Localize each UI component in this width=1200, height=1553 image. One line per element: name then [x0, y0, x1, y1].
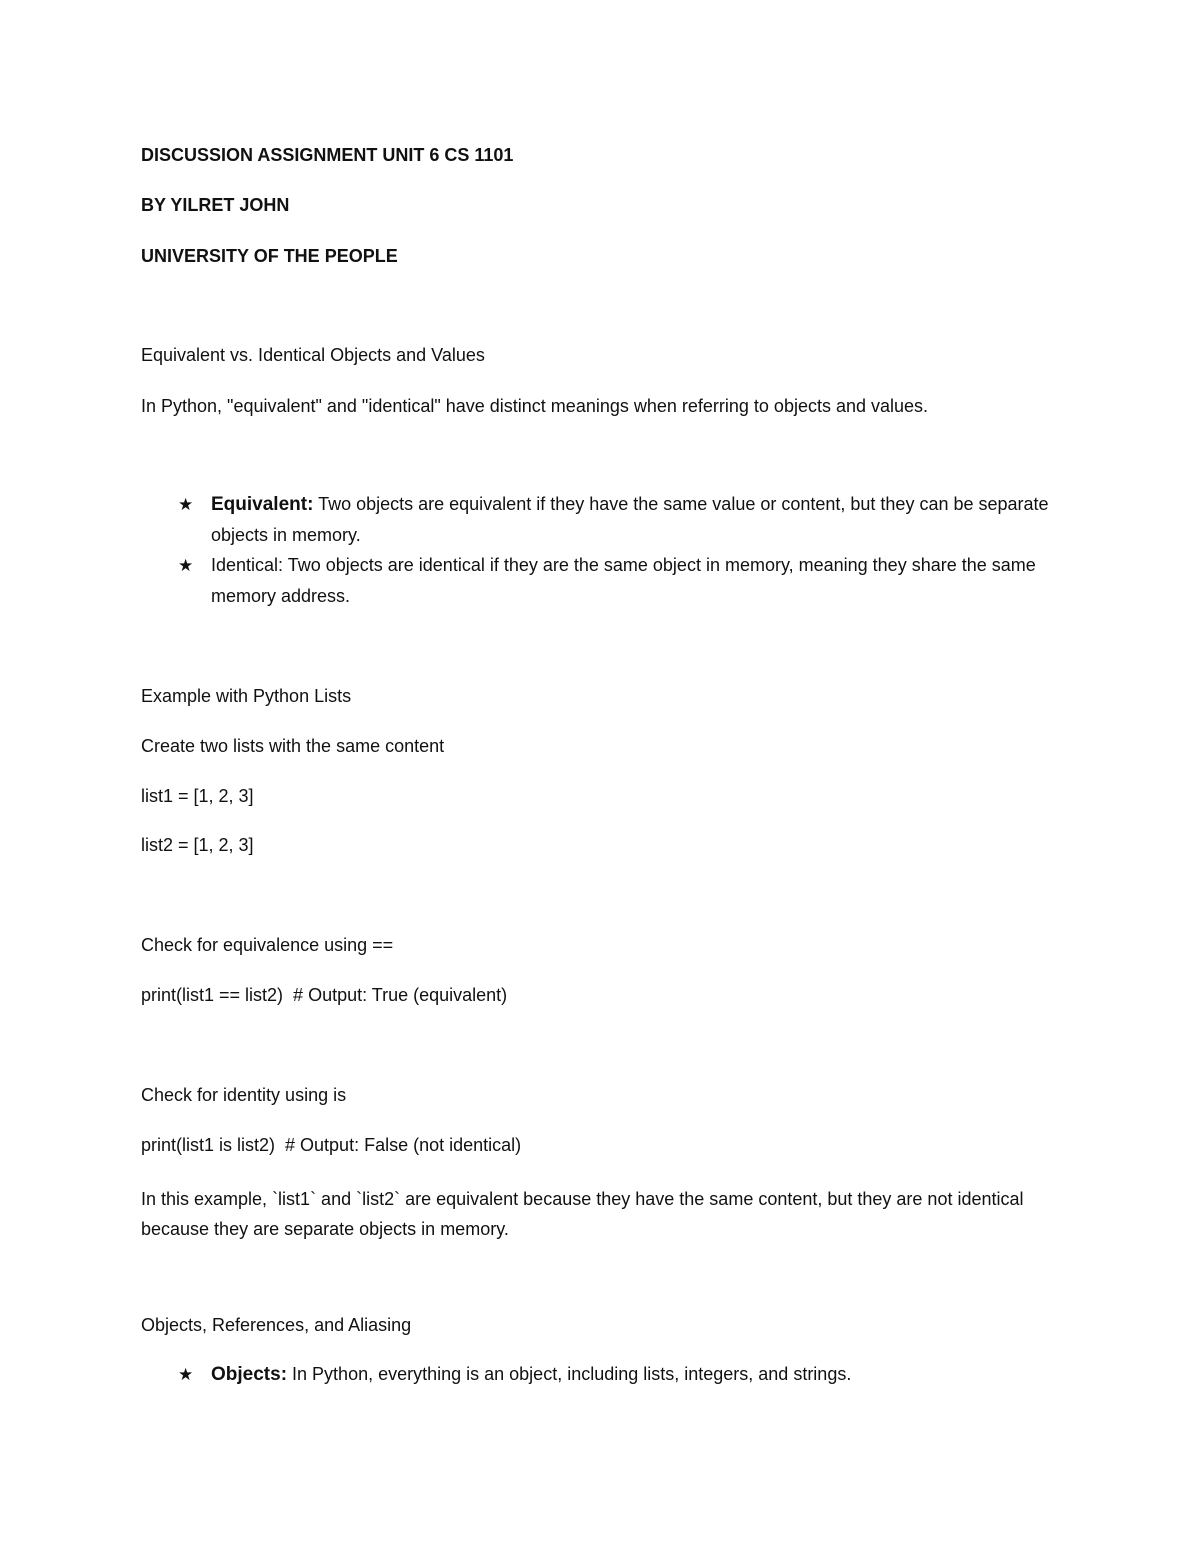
equivalence-label: Check for equivalence using ==: [141, 935, 394, 955]
identity-code: print(list1 is list2) # Output: False (not identical): [141, 1135, 522, 1155]
definition-objects: In Python, everything is an object, including lists, integers, and strings.: [287, 1364, 852, 1384]
example-line-1: Create two lists with the same content: [141, 736, 445, 756]
term-objects: Objects:: [211, 1364, 288, 1385]
example-line-3: list2 = [1, 2, 3]: [141, 835, 254, 855]
term-identical: Identical:: [211, 555, 284, 575]
list-item-objects: [211, 1359, 1061, 1390]
example-line-2: list1 = [1, 2, 3]: [141, 786, 254, 806]
explanation-paragraph: In this example, `list1` and `list2` are equivalent because they have the same content, but they are not identical because they are separate objects in memory.: [141, 1189, 1024, 1239]
definition-identical: Two objects are identical if they are the same object in memory, meaning they share the same memory address.: [211, 555, 1036, 606]
list-item-equivalent: [211, 489, 1061, 551]
definition-equivalent: Two objects are equivalent if they have the same value or content, but they can be separate objects in memory.: [211, 494, 1049, 545]
institution-line: UNIVERSITY OF THE PEOPLE: [141, 246, 398, 266]
section-heading-example: Example with Python Lists: [141, 686, 352, 706]
list-item-identical: [211, 550, 1061, 612]
intro-paragraph: In Python, "equivalent" and "identical" have distinct meanings when referring to objects and values.: [141, 396, 929, 416]
section-heading-objects: Objects, References, and Aliasing: [141, 1315, 412, 1335]
star-bullet-icon: ★: [178, 495, 194, 514]
term-equivalent: Equivalent:: [211, 494, 314, 515]
star-bullet-icon: ★: [178, 1365, 194, 1384]
star-bullet-icon: ★: [178, 556, 194, 575]
equivalence-code: print(list1 == list2) # Output: True (equivalent): [141, 985, 508, 1005]
author-line: BY YILRET JOHN: [141, 195, 290, 215]
document-title: DISCUSSION ASSIGNMENT UNIT 6 CS 1101: [141, 145, 514, 165]
identity-label: Check for identity using is: [141, 1085, 347, 1105]
section-heading-equivalent-identical: Equivalent vs. Identical Objects and Values: [141, 345, 485, 365]
